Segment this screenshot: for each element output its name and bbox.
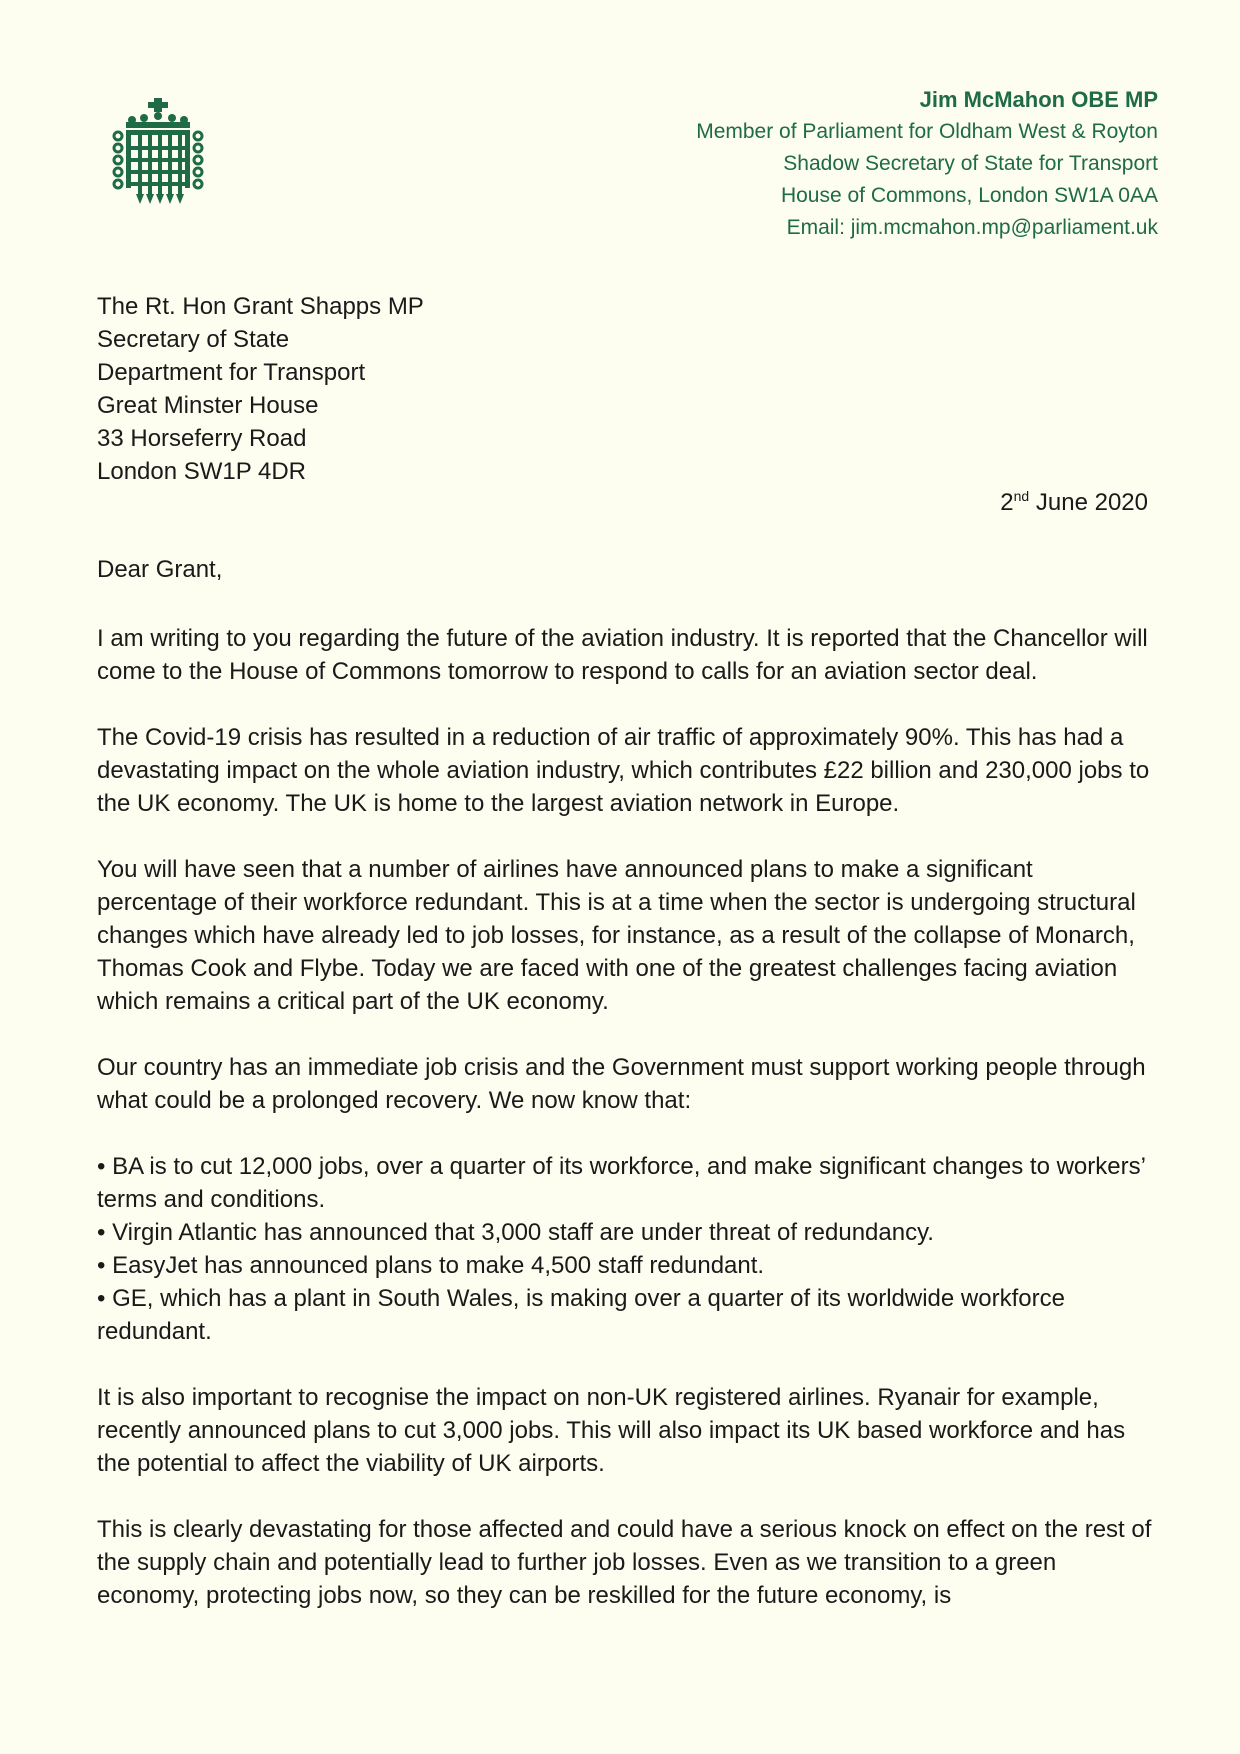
recipient-line: London SW1P 4DR bbox=[97, 458, 307, 485]
job-loss-list bbox=[97, 1150, 1157, 1348]
portcullis-icon bbox=[110, 96, 206, 206]
body-paragraph: I am writing to you regarding the future of the aviation industry. It is reported that the Chancellor will come to the House of Commons tomorrow to respond to calls for an aviation sector deal. bbox=[97, 625, 1148, 685]
sender-constituency: Member of Parliament for Oldham West & Royton bbox=[696, 120, 1158, 143]
sender-email[interactable]: Email: jim.mcmahon.mp@parliament.uk bbox=[786, 216, 1158, 239]
recipient-line: 33 Horseferry Road bbox=[97, 425, 307, 452]
sender-role: Shadow Secretary of State for Transport bbox=[783, 152, 1158, 175]
body-paragraph: You will have seen that a number of airlines have announced plans to make a significant percentage of their workforce redundant. This is at a time when the sector is undergoing structural changes which have already led to job losses, for instance, as a result of the collapse of Monarch, Thomas Cook and Flybe. Today we are faced with one of the greatest challenges facing aviation which remains a critical part of the UK economy. bbox=[97, 856, 1136, 1015]
list-item: • EasyJet has announced plans to make 4,500 staff redundant. bbox=[97, 1252, 765, 1279]
body-paragraph: It is also important to recognise the impact on non-UK registered airlines. Ryanair for example, recently announced plans to cut 3,000 jobs. This will also impact its UK based workforce and has the potential to affect the viability of UK airports. bbox=[97, 1384, 1126, 1477]
recipient-line: Great Minster House bbox=[97, 392, 319, 419]
letter-body bbox=[97, 622, 1157, 1645]
date-day: 2 bbox=[1000, 489, 1014, 516]
recipient-line: Department for Transport bbox=[97, 359, 366, 386]
recipient-line: The Rt. Hon Grant Shapps MP bbox=[97, 293, 424, 320]
sender-block bbox=[696, 84, 1158, 244]
body-paragraph: This is clearly devastating for those affected and could have a serious knock on effect on the rest of the supply chain and potentially lead to further job losses. Even as we transition to a green economy, protecting jobs now, so they can be reskilled for the future economy, is bbox=[97, 1516, 1152, 1609]
sender-address: House of Commons, London SW1A 0AA bbox=[780, 184, 1158, 207]
list-item: • Virgin Atlantic has announced that 3,000 staff are under threat of redundancy. bbox=[97, 1219, 934, 1246]
sender-name: Jim McMahon OBE MP bbox=[919, 87, 1158, 112]
letter-date bbox=[1000, 488, 1148, 517]
body-paragraph: Our country has an immediate job crisis and the Government must support working people through what could be a prolonged recovery. We now know that: bbox=[97, 1054, 1146, 1114]
date-suffix: nd bbox=[1013, 488, 1030, 504]
list-item: • BA is to cut 12,000 jobs, over a quarter of its workforce, and make significant changes to workers’ terms and conditions. bbox=[97, 1153, 1146, 1213]
salutation: Dear Grant, bbox=[97, 556, 223, 583]
recipient-address bbox=[97, 290, 424, 488]
body-paragraph: The Covid-19 crisis has resulted in a reduction of air traffic of approximately 90%. This has had a devastating impact on the whole aviation industry, which contributes £22 billion and 230,000 jobs to the UK economy. The UK is home to the largest aviation network in Europe. bbox=[97, 724, 1150, 817]
list-item: • GE, which has a plant in South Wales, is making over a quarter of its worldwide workforce redundant. bbox=[97, 1285, 1065, 1345]
recipient-line: Secretary of State bbox=[97, 326, 290, 353]
date-rest: June 2020 bbox=[1035, 489, 1148, 516]
